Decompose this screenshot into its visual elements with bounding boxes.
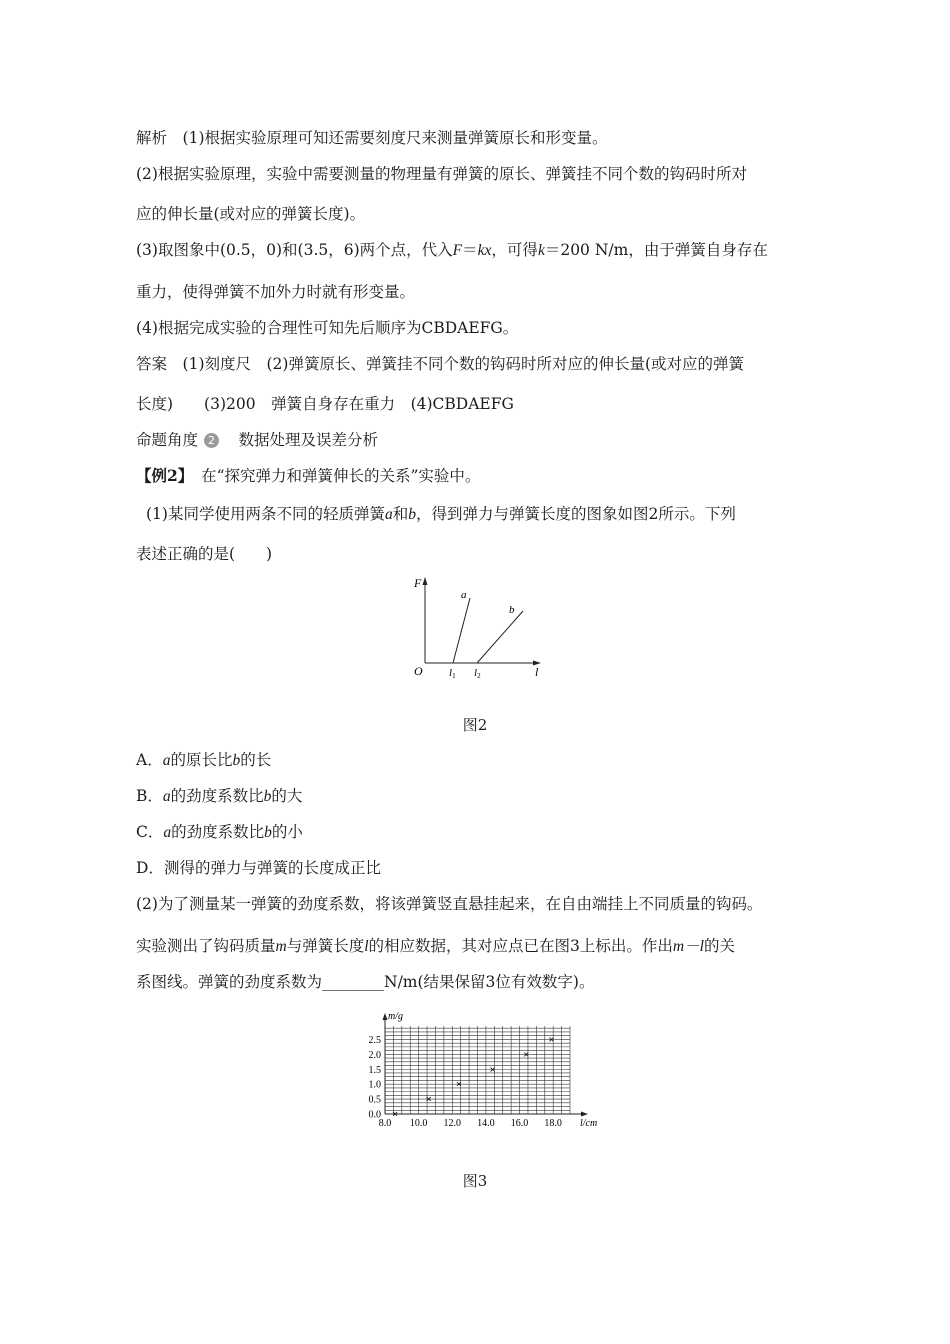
data-point: × [548, 1033, 555, 1046]
topic-number-badge: 2 [204, 433, 219, 448]
question1-line1 [146, 504, 736, 525]
fig2-line-a-label: a [461, 589, 467, 601]
x-tick-label: 10.0 [409, 1118, 428, 1129]
q1-text1: (1)某同学使用两条不同的轻质弹簧 [146, 505, 385, 523]
topic-text: 数据处理及误差分析 [238, 431, 379, 449]
option-text: 的大 [271, 787, 303, 805]
analysis-label: 解析 [136, 129, 168, 147]
y-tick-label: 1.5 [368, 1064, 381, 1076]
analysis-p3a-text1: (3)取图象中(0.5，0)和(3.5，6)两个点，代入 [136, 241, 453, 259]
var-m: m [275, 938, 287, 955]
x-tick-label: 8.0 [378, 1118, 392, 1129]
fig2-line-b-label: b [509, 604, 515, 616]
option-text: 测得的弹力与弹簧的长度成正比 [163, 859, 381, 877]
var-F: F [452, 242, 463, 259]
topic-line [136, 430, 378, 450]
figure-3-caption: 图3 [462, 1172, 488, 1190]
y-axis-arrow [383, 1013, 388, 1020]
q2-text6: N/m(结果保留3位有效数字)。 [384, 973, 595, 991]
x-tick-label: 16.0 [510, 1118, 529, 1129]
y-tick-label: 0.5 [368, 1094, 381, 1106]
q2-text3: 的相应数据，其对应点已在图3上标出。作出 [368, 937, 673, 955]
figure-3-chart [355, 1006, 605, 1136]
option-var: a [162, 788, 171, 805]
fig2-x-label: l [535, 665, 539, 679]
data-point: × [425, 1093, 432, 1106]
var-k: k [537, 242, 545, 259]
analysis-p3b: 重力，使得弹簧不加外力时就有形变量。 [136, 283, 416, 301]
figure-2-graph [405, 572, 565, 682]
x-tick-label: 12.0 [443, 1118, 462, 1129]
figure-2-caption: 图2 [462, 716, 488, 734]
answer-text-1: (1)刻度尺 (2)弹簧原长、弹簧挂不同个数的钩码时所对应的伸长量(或对应的弹簧 [182, 355, 744, 373]
q2-text4: 的关 [703, 937, 735, 955]
data-point: × [489, 1063, 496, 1076]
q1-text2: 和 [392, 505, 409, 523]
answer-line2: 长度) (3)200 弹簧自身存在重力 (4)CBDAEFG [136, 395, 514, 413]
analysis-p3a-eq: ＝ [462, 241, 478, 259]
option-var: b [264, 824, 272, 841]
x-axis-label: l/cm [580, 1118, 598, 1129]
option-letter: A． [136, 751, 163, 769]
option-text: 的原长比 [170, 751, 233, 769]
q2-text5: 系图线。弹簧的劲度系数为 [136, 973, 323, 991]
y-tick-label: 2.5 [368, 1034, 381, 1046]
answer-line1 [136, 354, 744, 374]
question1-line2: 表述正确的是( ) [136, 545, 273, 563]
fig2-line-b [477, 611, 523, 663]
x-tick-label: 14.0 [477, 1118, 495, 1129]
answer-blank: ________ [322, 973, 385, 991]
option-var: b [263, 788, 272, 805]
analysis-p3a-text3: ＝200 N/m，由于弹簧自身存在 [544, 241, 768, 259]
analysis-p4: (4)根据完成实验的合理性可知先后顺序为CBDAEFG。 [136, 319, 519, 337]
option-d [136, 858, 381, 878]
option-a [136, 750, 271, 771]
q2-text2: 与弹簧长度 [286, 937, 365, 955]
var-kx: kx [477, 242, 492, 259]
var-m-l: m－l [672, 938, 704, 955]
option-b [136, 786, 302, 807]
example-intro: 在“探究弹力和弹簧伸长的关系”实验中。 [201, 467, 481, 485]
option-letter: D． [136, 859, 164, 877]
analysis-p1 [136, 128, 608, 148]
analysis-p3a [136, 240, 768, 261]
analysis-p2b: 应的伸长量(或对应的弹簧长度)。 [136, 205, 366, 223]
option-text: 的劲度系数比 [170, 787, 264, 805]
example-label: 【例2】 [136, 466, 186, 485]
fig2-y-label: F [414, 576, 422, 590]
option-text: 的劲度系数比 [171, 823, 265, 841]
option-text: 的小 [271, 823, 303, 841]
data-point: × [523, 1048, 530, 1061]
x-axis-arrow [581, 1112, 588, 1117]
option-var: a [163, 824, 172, 841]
fig2-line-a [453, 598, 470, 663]
q1-text3: ，得到弹力与弹簧长度的图象如图2所示。下列 [415, 505, 736, 523]
y-tick-label: 2.0 [368, 1049, 381, 1061]
data-point: × [455, 1078, 463, 1091]
option-text: 的长 [240, 751, 272, 769]
option-var: b [232, 752, 241, 769]
fig2-tick-l2: l2 [474, 667, 481, 680]
var-l: l [364, 938, 369, 955]
analysis-p2a: (2)根据实验原理，实验中需要测量的物理量有弹簧的原长、弹簧挂不同个数的钩码时所对 [136, 165, 747, 183]
analysis-p3a-text2: ，可得 [491, 241, 538, 259]
option-letter: B． [136, 787, 163, 805]
question2-line1: (2)为了测量某一弹簧的劲度系数，将该弹簧竖直悬挂起来，在自由端挂上不同质量的钩码。 [136, 895, 763, 913]
fig2-y-arrow [423, 577, 428, 585]
x-tick-label: 18.0 [544, 1118, 562, 1129]
option-letter: C． [136, 823, 164, 841]
analysis-text-1: (1)根据实验原理可知还需要刻度尺来测量弹簧原长和形变量。 [182, 129, 608, 147]
y-axis-label: m/g [388, 1011, 403, 1022]
var-b: b [408, 506, 416, 523]
var-a: a [384, 506, 393, 523]
y-tick-label: 0.0 [368, 1109, 381, 1121]
option-c [136, 822, 303, 843]
answer-label: 答案 [136, 355, 168, 373]
question2-line2 [136, 936, 735, 957]
y-tick-label: 1.0 [368, 1079, 381, 1091]
option-var: a [162, 752, 171, 769]
fig2-origin-label: O [414, 664, 423, 678]
q2-text1: 实验测出了钩码质量 [136, 937, 276, 955]
question2-line3 [136, 972, 594, 992]
data-point: × [391, 1108, 399, 1121]
example-heading [136, 466, 480, 486]
topic-label: 命题角度 [136, 431, 199, 449]
fig2-tick-l1: l1 [449, 667, 456, 680]
